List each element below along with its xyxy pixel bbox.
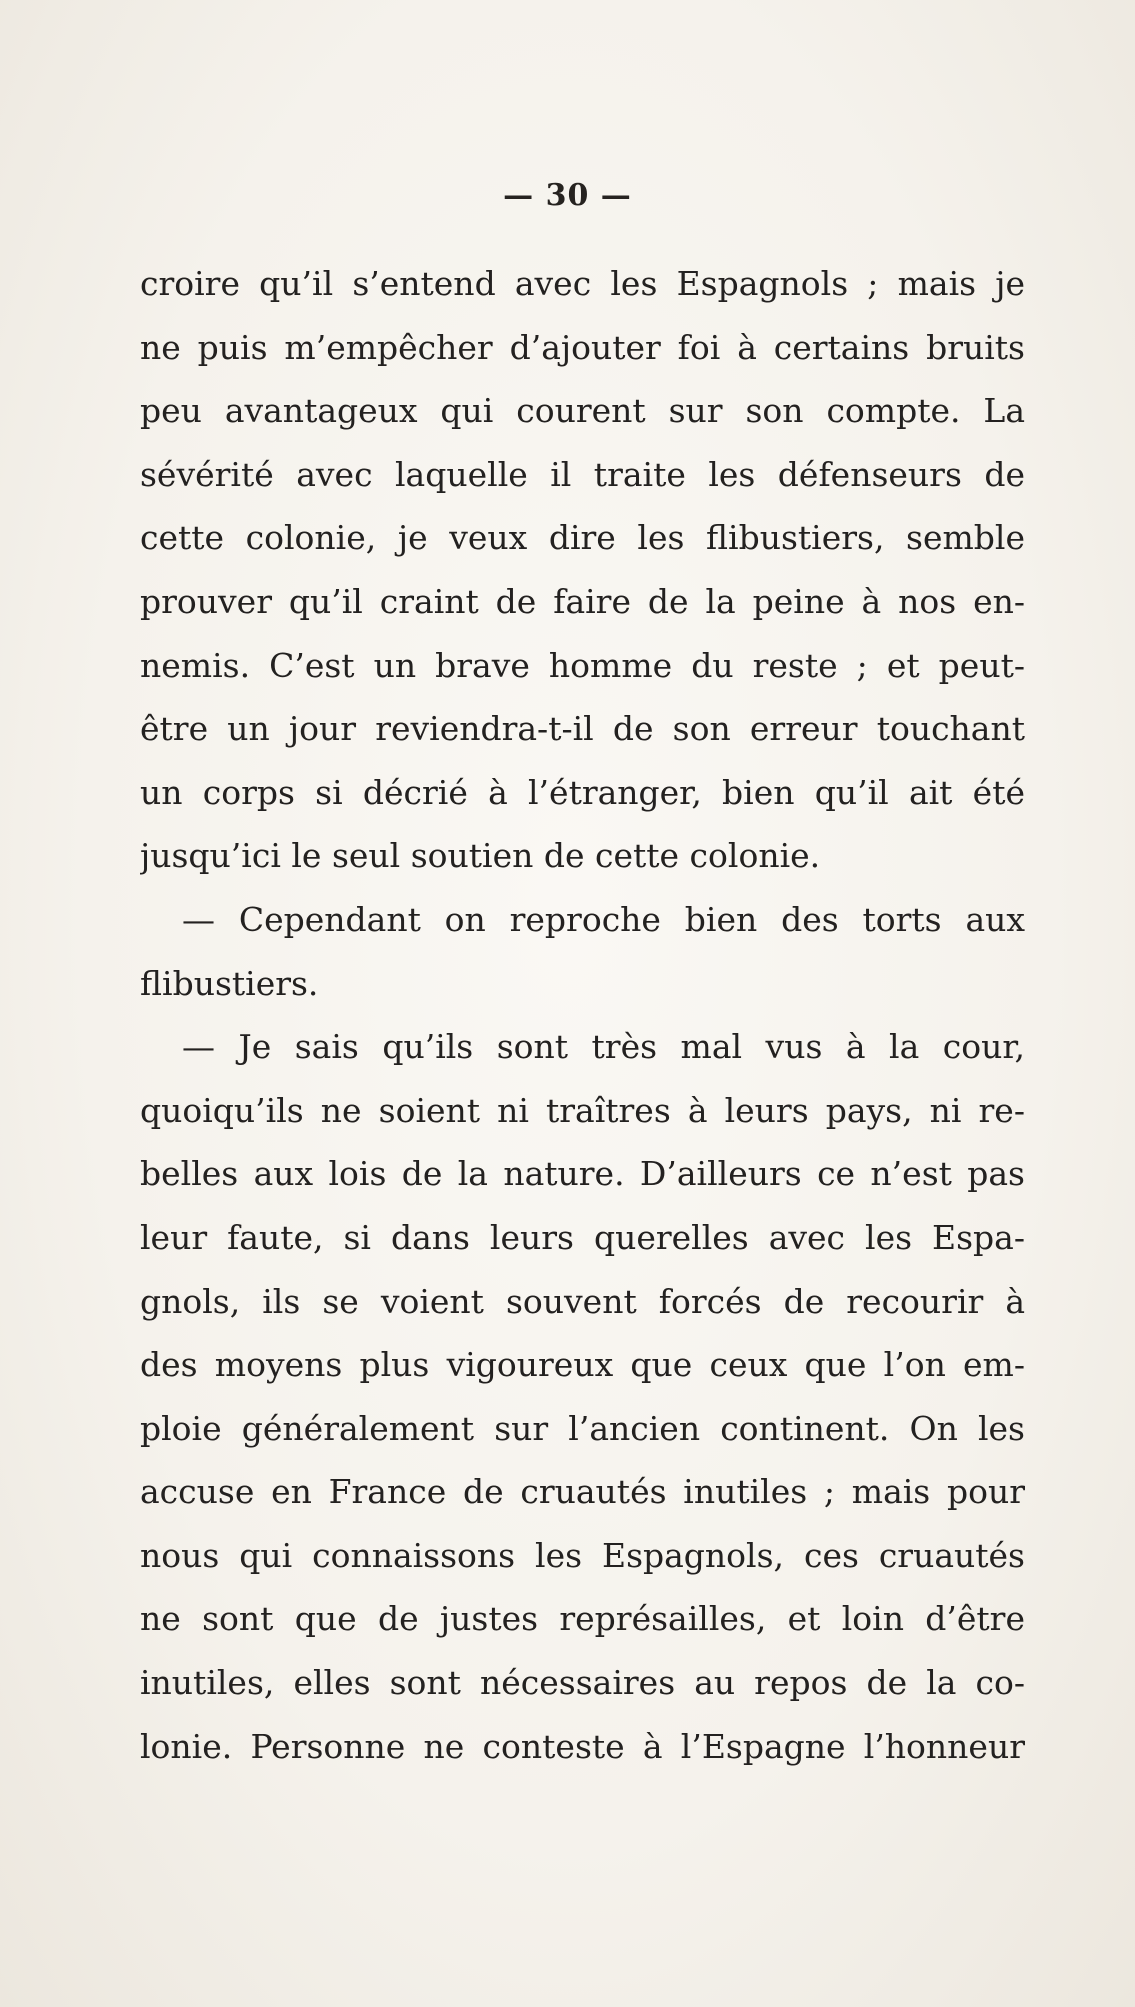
text-line: flibustiers. [140,963,319,1003]
text-line: jusqu’ici le seul soutien de cette colonie. [140,836,821,876]
text-line: lonie. Personne ne conteste à l’Espagne l’honneur [140,1726,1025,1766]
text-line: croire qu’il s’entend avec les Espagnols ; mais je [140,264,1025,303]
text-line: sévérité avec laquelle il traite les défenseurs de [140,454,1025,494]
text-line: ne puis m’empêcher d’ajouter foi à certains bruits [140,327,1025,367]
text-line: inutiles, elles sont nécessaires au repos de la co- [140,1663,1025,1703]
text-line: quoiqu’ils ne soient ni traîtres à leurs pays, ni re- [140,1090,1025,1130]
text-line: gnols, ils se voient souvent forcés de recourir à [140,1281,1025,1321]
text-line: nemis. C’est un brave homme du reste ; et peut- [140,645,1025,685]
page-number: — 30 — [503,178,632,213]
body-text [140,252,1025,1778]
text-line: nous qui connaissons les Espagnols, ces cruautés [140,1535,1025,1575]
text-line: belles aux lois de la nature. D’ailleurs ce n’est pas [140,1154,1025,1194]
text-line: des moyens plus vigoureux que ceux que l’on em- [140,1345,1025,1385]
text-line: ne sont que de justes représailles, et loin d’être [140,1599,1025,1639]
text-line: un corps si décrié à l’étranger, bien qu’il ait été [140,772,1025,812]
text-line: prouver qu’il craint de faire de la peine à nos en- [140,581,1025,621]
text-line: leur faute, si dans leurs querelles avec les Espa- [140,1217,1025,1257]
text-line: peu avantageux qui courent sur son compte. La [140,391,1025,431]
text-line: accuse en France de cruautés inutiles ; mais pour [140,1472,1025,1512]
text-line: cette colonie, je veux dire les flibustiers, semble [140,518,1025,558]
text-line: — Je sais qu’ils sont très mal vus à la cour, [182,1027,1025,1067]
text-line: être un jour reviendra-t-il de son erreur touchant [140,709,1025,749]
text-line: — Cependant on reproche bien des torts aux [182,899,1025,939]
text-line: ploie généralement sur l’ancien continent. On les [140,1408,1025,1448]
